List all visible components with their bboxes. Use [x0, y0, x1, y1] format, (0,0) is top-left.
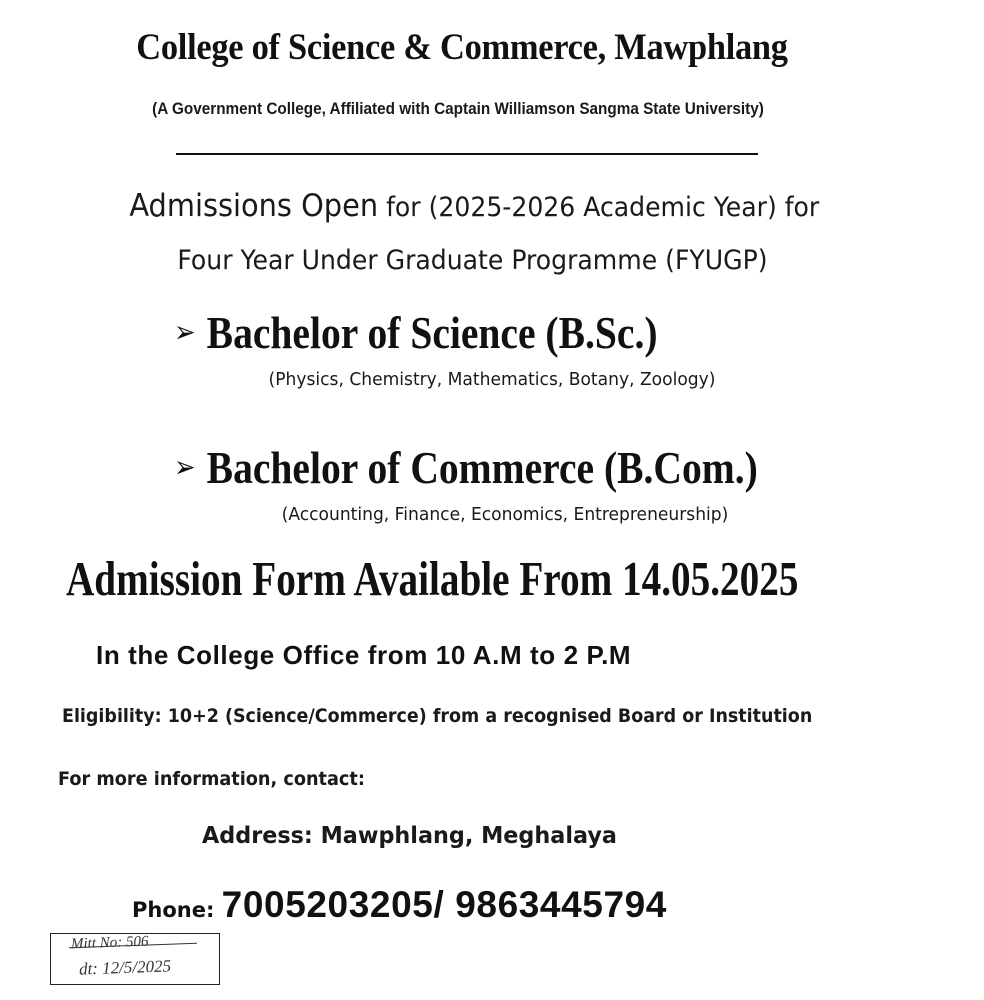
handwritten-stamp	[50, 933, 220, 985]
admissions-heading	[0, 188, 949, 224]
admissions-open-text: Admissions Open	[129, 188, 379, 224]
programme-bcom-name: Bachelor of Commerce (B.Com.)	[206, 442, 758, 493]
form-availability-date: Admission Form Available From 14.05.2025	[66, 551, 799, 606]
programme-bsc	[174, 306, 658, 359]
header-divider	[176, 153, 758, 155]
programme-title: Four Year Under Graduate Programme (FYUGP)	[177, 245, 768, 276]
programme-bcom-subjects: (Accounting, Finance, Economics, Entrepreneurship)	[281, 504, 729, 525]
programme-bsc-subjects: (Physics, Chemistry, Mathematics, Botany, Zoology)	[268, 369, 716, 390]
arrow-bullet-icon: ➢	[174, 315, 196, 350]
college-name: College of Science & Commerce, Mawphlang	[136, 27, 788, 68]
stamp-date: dt: 12/5/2025	[78, 956, 172, 979]
contact-phone	[132, 884, 667, 926]
stamp-reference-number: Mitt No: 506	[70, 933, 149, 953]
contact-intro: For more information, contact:	[58, 768, 365, 790]
office-hours: In the College Office from 10 A.M to 2 P.M	[96, 640, 632, 670]
contact-address: Address: Mawphlang, Meghalaya	[202, 823, 617, 849]
eligibility-text: Eligibility: 10+2 (Science/Commerce) from a recognised Board or Institution	[62, 705, 813, 727]
arrow-bullet-icon: ➢	[174, 450, 196, 485]
phone-label: Phone:	[132, 898, 222, 922]
programme-bsc-name: Bachelor of Science (B.Sc.)	[206, 307, 658, 358]
academic-year-text: for (2025-2026 Academic Year) for	[378, 192, 820, 223]
programme-bcom	[174, 441, 758, 494]
phone-numbers: 7005203205/ 9863445794	[221, 884, 667, 925]
affiliation-text: (A Government College, Affiliated with Captain Williamson Sangma State University)	[152, 99, 764, 118]
